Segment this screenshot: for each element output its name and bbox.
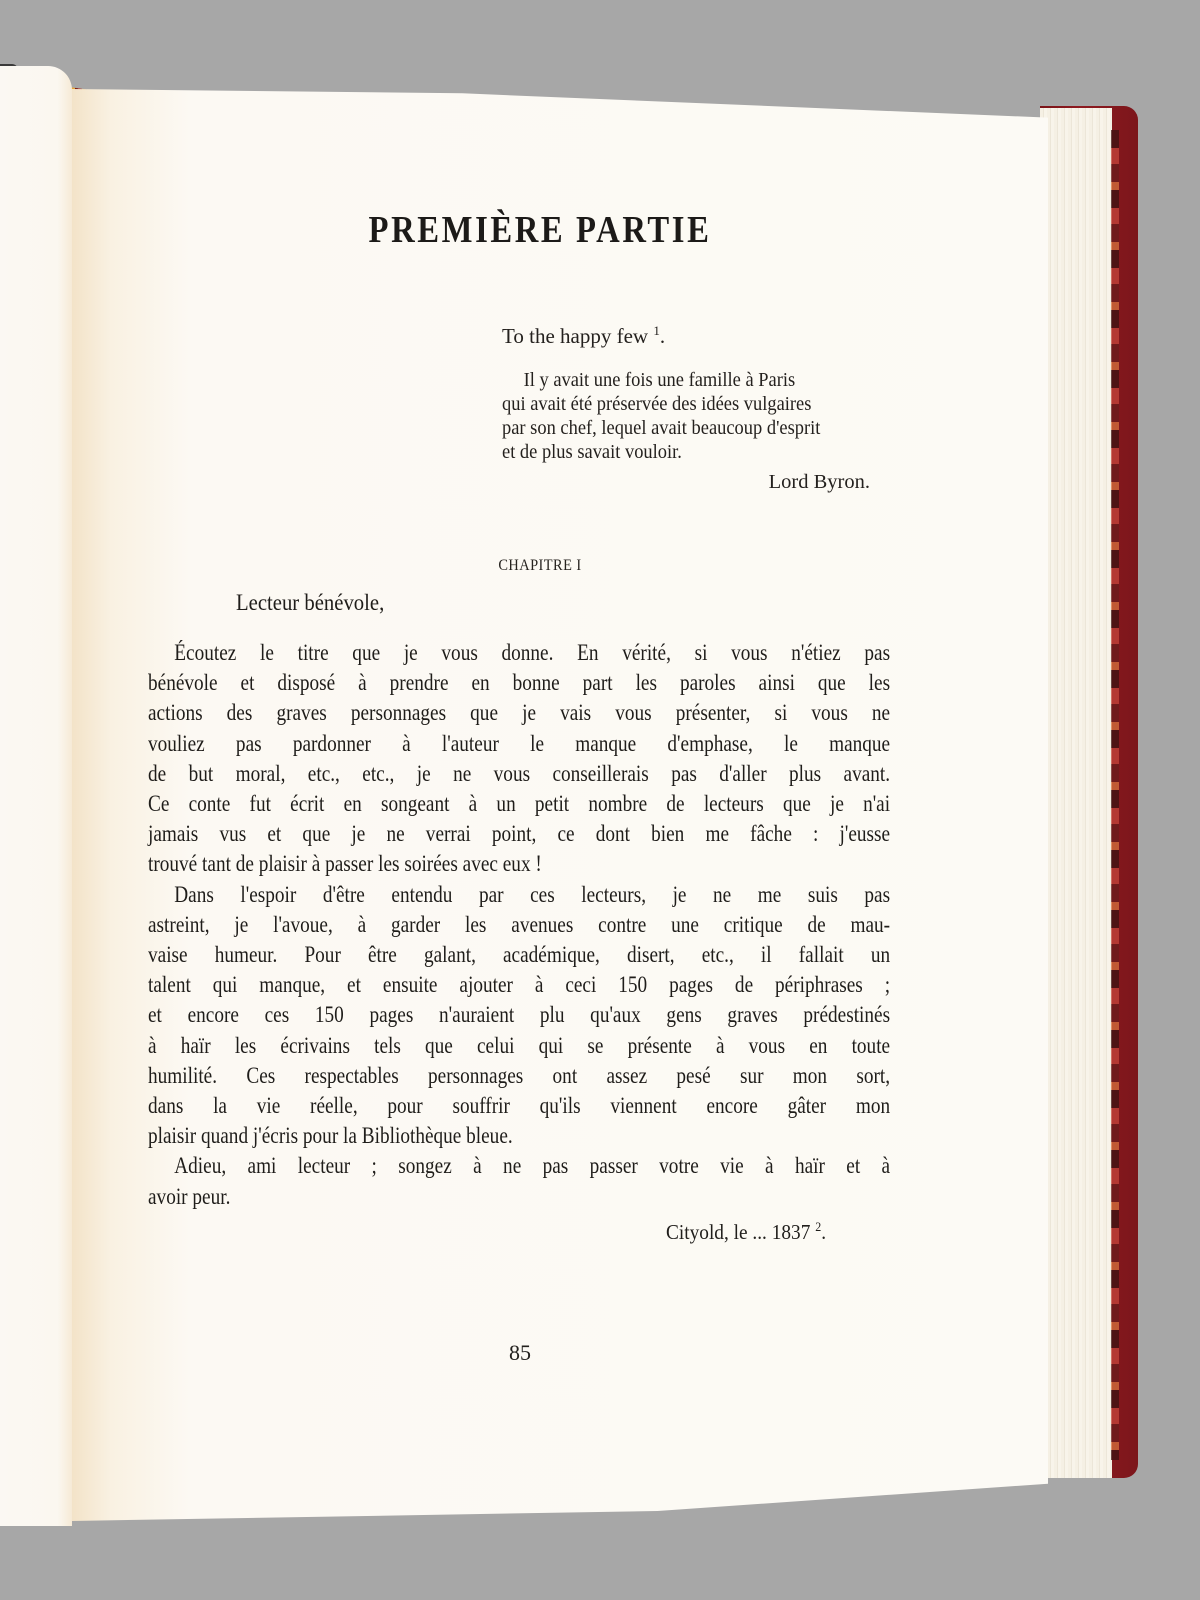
body-line: talent qui manque, et ensuite ajouter à ceci 150 pages de périphrases ; — [148, 972, 891, 999]
body-line: Adieu, ami lecteur ; songez à ne pas passer votre vie à haïr et à — [174, 1153, 891, 1180]
body-line: et encore ces 150 pages n'auraient plu qu'aux gens graves prédestinés — [148, 1002, 891, 1029]
body-line: de but moral, etc., etc., je ne vous conseillerais pas d'aller plus avant. — [148, 760, 891, 787]
body-line: actions des graves personnages que je vais vous présenter, si vous ne — [148, 700, 891, 727]
body-text — [148, 638, 908, 1212]
epigraph-attribution: Lord Byron. — [768, 471, 870, 493]
page-block-edges — [1040, 108, 1112, 1478]
body-line: bénévole et disposé à prendre en bonne part les paroles ainsi que les — [148, 670, 891, 697]
body-line: astreint, je l'avoue, à garder les avenues contre une critique de mau- — [148, 911, 891, 938]
body-line: Écoutez le titre que je vous donne. En vérité, si vous n'étiez pas — [174, 640, 891, 666]
body-line: jamais vus et que je ne verrai point, ce dont bien me fâche : j'eusse — [148, 821, 891, 848]
left-page-curl — [0, 66, 72, 1526]
body-line: humilité. Ces respectables personnages ont assez pesé sur mon sort, — [148, 1062, 891, 1089]
epigraph-line: et de plus savait vouloir. — [502, 441, 682, 463]
body-line: à haïr les écrivains tels que celui qui se présente à vous en toute — [148, 1032, 891, 1059]
part-title: PREMIÈRE PARTIE — [368, 209, 712, 251]
salutation: Lecteur bénévole, — [236, 590, 385, 615]
signature-dateline: Cityold, le ... 1837 $^2$. — [666, 1219, 827, 1244]
body-line: plaisir quand j'écris pour la Bibliothèque bleue. — [148, 1123, 513, 1150]
marbled-endpaper-edge — [1111, 130, 1119, 1460]
page-number: 85 — [509, 1340, 531, 1365]
body-line: dans la vie réelle, pour souffrir qu'ils viennent encore gâter mon — [148, 1093, 891, 1120]
body-line: trouvé tant de plaisir à passer les soirées avec eux ! — [148, 851, 542, 878]
body-line: Dans l'espoir d'être entendu par ces lecteurs, je ne me suis pas — [174, 881, 891, 908]
body-line: avoir peur. — [148, 1183, 231, 1210]
footnote-marker: 2 — [815, 1219, 822, 1235]
body-line: vaise humeur. Pour être galant, académique, disert, etc., il fallait un — [148, 942, 891, 969]
body-line: Ce conte fut écrit en songeant à un petit nombre de lecteurs que je n'ai — [148, 791, 891, 818]
body-line: vouliez pas pardonner à l'auteur le manque d'emphase, le manque — [148, 730, 891, 757]
chapter-heading: CHAPITRE I — [498, 557, 582, 574]
footnote-marker: 1 — [653, 323, 660, 339]
epigraph — [502, 324, 882, 494]
epigraph-dedication: To the happy few $^1$. — [502, 323, 666, 348]
epigraph-line: Il y avait une fois une famille à Paris — [523, 369, 796, 391]
epigraph-line: par son chef, lequel avait beaucoup d'esprit — [502, 417, 821, 439]
epigraph-line: qui avait été préservée des idées vulgaires — [502, 393, 812, 415]
